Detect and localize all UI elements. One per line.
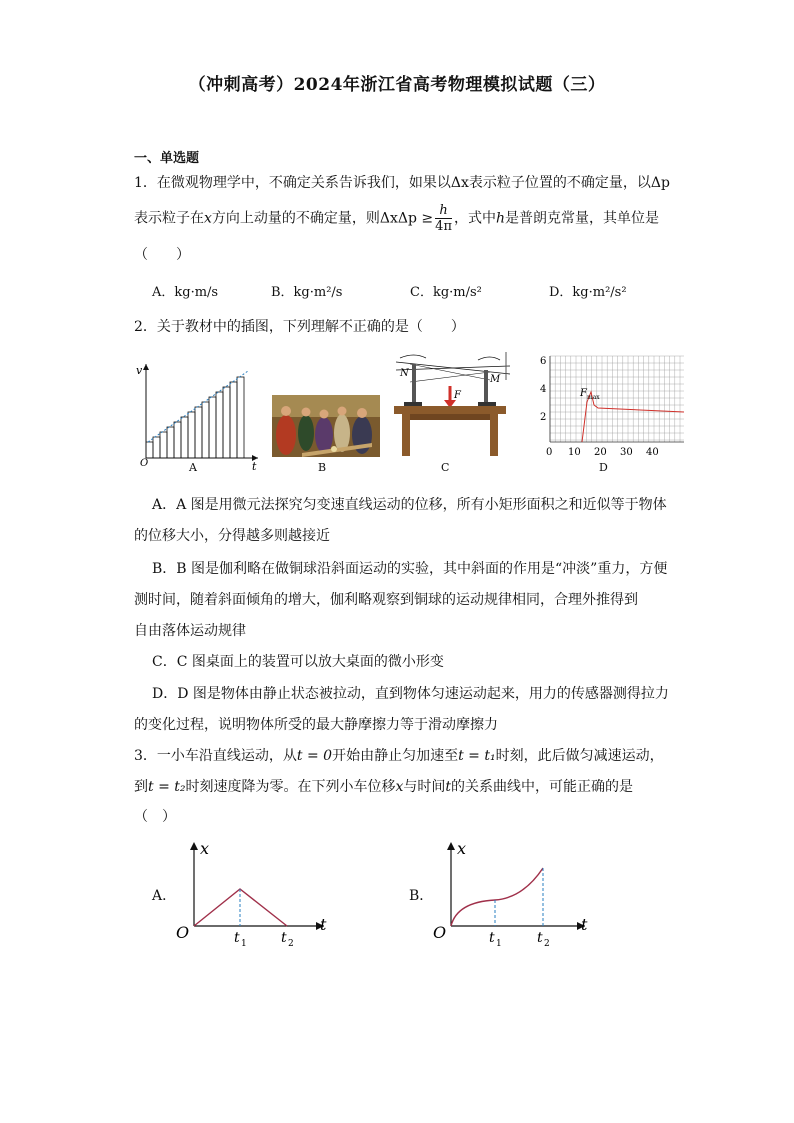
fig-d-ytick-6: 6	[540, 356, 547, 367]
graph-b-axis-x: x	[457, 839, 467, 858]
fig-c-label-f: F	[454, 390, 461, 401]
q2-option-b-line1[interactable]: B．B 图是伽利略在做铜球沿斜面运动的实验，其中斜面的作用是“冲淡”重力，方便	[152, 561, 668, 577]
micro-element-bar	[167, 427, 174, 458]
graph-b-t1: t	[489, 930, 495, 946]
fig-d-xtick-0: 0	[546, 447, 553, 458]
q1-line2	[134, 203, 659, 234]
fig-d-xtick-10: 10	[568, 447, 581, 458]
fig-a-axis-v: v	[136, 364, 143, 377]
q2-option-b-line3: 自由落体运动规律	[134, 623, 246, 639]
graph-a-t1-sub: 1	[241, 939, 247, 948]
q3-graph-a[interactable]	[174, 838, 334, 948]
q1-option-a[interactable]: A．kg·m/s	[152, 285, 219, 300]
q1-sym-dp: Δp	[650, 175, 670, 191]
figure-d-graph	[538, 352, 688, 462]
q3-var-t: t	[445, 779, 452, 795]
micro-element-bar	[174, 422, 181, 458]
q2-stem: 2．关于教材中的插图，下列理解不正确的是（ ）	[134, 319, 465, 335]
figure-a-caption: A	[189, 461, 197, 474]
q1-var-h: h	[496, 210, 506, 227]
q3-text: 时刻速度降为零。在下列小车位移	[185, 779, 396, 795]
q3-graph-b[interactable]	[431, 838, 595, 948]
fig-d-xtick-40: 40	[646, 447, 659, 458]
q1-line1	[134, 172, 670, 192]
micro-element-bar	[146, 442, 153, 458]
fraction-denominator: 4π	[435, 219, 452, 234]
q2-option-b-line2: 测时间，随着斜面倾角的增大，伽利略观察到铜球的运动规律相同，合理外推得到	[134, 592, 638, 608]
graph-b-origin: O	[433, 923, 447, 942]
q2-option-a-line2: 的位移大小，分得越多则越接近	[134, 528, 330, 544]
micro-element-bar	[153, 437, 160, 458]
figure-b-caption: B	[318, 461, 327, 474]
graph-a-t2: t	[281, 930, 287, 946]
q1-text: 表示粒子位置的不确定量，以	[468, 175, 651, 191]
q1-var-x: x	[204, 210, 212, 227]
graph-a-origin: O	[176, 923, 190, 942]
micro-element-bar	[209, 397, 216, 458]
graph-b-t1-sub: 1	[496, 939, 502, 948]
fig-d-xtick-20: 20	[594, 447, 607, 458]
micro-element-bar	[181, 417, 188, 458]
section-heading: 一、单选题	[134, 151, 200, 166]
fig-a-axis-t: t	[252, 460, 257, 472]
figure-c-apparatus	[390, 352, 512, 460]
graph-a-t2-sub: 2	[288, 939, 294, 948]
q3-option-b-label[interactable]: B．	[409, 888, 434, 904]
q3-answer-paren: （ ）	[134, 809, 176, 825]
q1-answer-paren: （ ）	[134, 247, 190, 263]
q2-option-a-line1[interactable]: A．A 图是用微元法探究匀变速直线运动的位移，所有小矩形面积之和近似等于物体	[152, 497, 667, 513]
q1-sym-dx: Δx	[450, 175, 469, 191]
figure-a	[134, 360, 262, 472]
q3-text: 的关系曲线中，可能正确的是	[451, 779, 634, 795]
q3-t2: t = t₂	[148, 779, 186, 795]
fig-c-label-n: N	[400, 368, 409, 379]
q2-option-d-line1[interactable]: D．D 图是物体由静止状态被拉动，直到物体匀速运动起来，用力的传感器测得拉力	[152, 686, 669, 702]
graph-b-axis-t: t	[581, 915, 588, 934]
q3-text: 开始由静止匀加速至	[332, 748, 459, 764]
q1-relation: ΔxΔp ≥	[379, 210, 434, 227]
q3-t1: t = t₁	[458, 748, 496, 764]
q1-option-c[interactable]: C．kg·m/s²	[410, 285, 482, 300]
micro-element-bar	[202, 402, 209, 458]
q3-text: 到	[134, 779, 148, 795]
fig-d-xtick-30: 30	[620, 447, 633, 458]
q1-text: 是普朗克常量，其单位是	[505, 210, 660, 227]
q3-line2	[134, 776, 633, 796]
q3-var-x: x	[395, 779, 404, 795]
micro-element-bar	[230, 382, 237, 458]
graph-a-axis-t: t	[320, 915, 327, 934]
fig-c-label-m: M	[490, 374, 501, 385]
fig-d-fmax-label: F	[580, 388, 587, 399]
fig-a-origin: O	[140, 458, 149, 469]
q1-text: 方向上动量的不确定量，则	[211, 210, 380, 227]
figure-c-caption: C	[441, 461, 450, 474]
graph-a-axis-x: x	[200, 839, 210, 858]
micro-element-bar	[160, 432, 167, 458]
q2-option-c-line1[interactable]: C．C 图桌面上的装置可以放大桌面的微小形变	[152, 654, 444, 670]
micro-element-bar	[188, 412, 195, 458]
fig-d-fmax-sub: max	[587, 394, 600, 401]
micro-element-bar	[223, 387, 230, 458]
figure-d-caption: D	[599, 461, 608, 474]
fig-d-ytick-2: 2	[540, 412, 547, 423]
q1-text: 1．在微观物理学中，不确定关系告诉我们，如果以	[134, 175, 451, 191]
q3-line1	[134, 745, 664, 765]
figure-b-painting	[272, 395, 380, 457]
graph-a-t1: t	[234, 930, 240, 946]
micro-element-bar	[216, 392, 223, 458]
q3-text: 3．一小车沿直线运动，从	[134, 748, 297, 764]
micro-element-bar	[195, 407, 202, 458]
q1-text: 表示粒子在	[134, 210, 204, 227]
graph-b-t2-sub: 2	[544, 939, 550, 948]
q1-text: ，式中	[454, 210, 496, 227]
q1-option-b[interactable]: B．kg·m²/s	[271, 285, 343, 300]
graph-b-t2: t	[537, 930, 543, 946]
q3-text: 时刻，此后做匀减速运动，	[495, 748, 664, 764]
q1-option-d[interactable]: D．kg·m²/s²	[549, 285, 627, 300]
q3-text: 与时间	[403, 779, 446, 795]
fraction-numerator: h	[435, 203, 452, 219]
q2-option-d-line2: 的变化过程，说明物体所受的最大静摩擦力等于滑动摩擦力	[134, 717, 498, 733]
micro-element-bar	[237, 377, 244, 458]
page-title: （冲刺高考）2024年浙江省高考物理模拟试题（三）	[188, 75, 606, 95]
q3-t0: t = 0	[296, 748, 333, 764]
q1-fraction	[435, 203, 452, 234]
fig-d-ytick-4: 4	[540, 384, 547, 395]
q3-option-a-label[interactable]: A．	[152, 888, 177, 904]
